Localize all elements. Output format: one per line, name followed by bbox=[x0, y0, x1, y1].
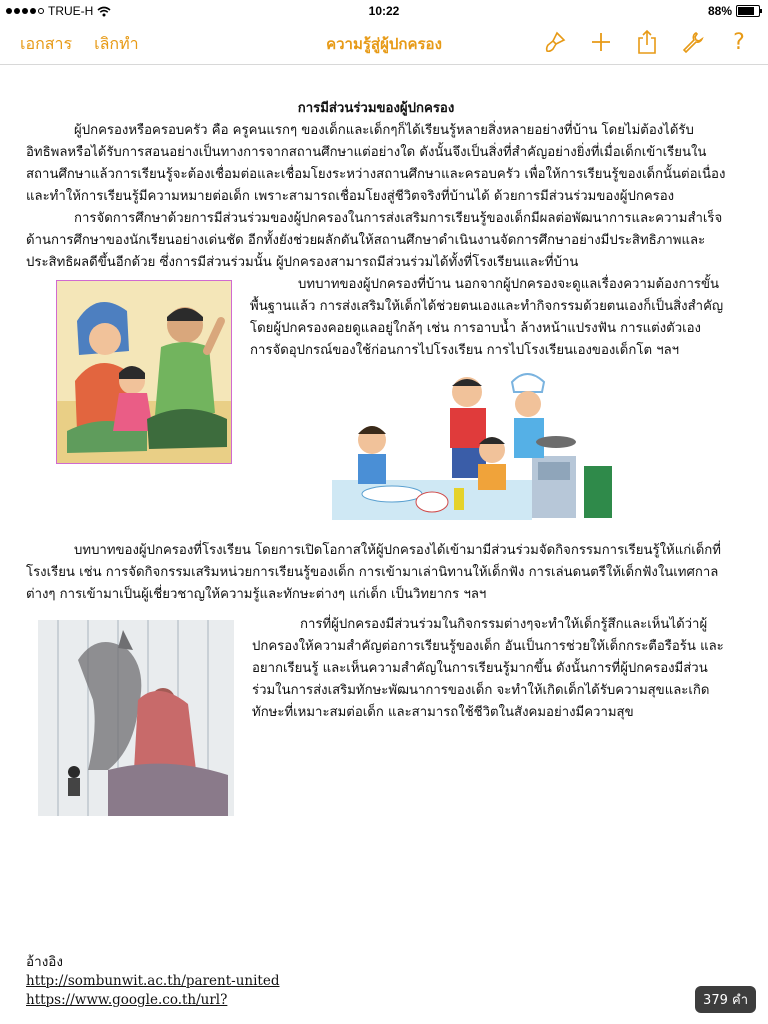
plus-icon[interactable] bbox=[588, 28, 614, 56]
documents-button[interactable]: เอกสาร bbox=[20, 34, 73, 53]
wrench-icon[interactable] bbox=[680, 28, 706, 56]
share-icon[interactable] bbox=[634, 28, 660, 56]
reference-link-1[interactable]: http://sombunwit.ac.th/parent-united bbox=[26, 973, 280, 989]
paragraph-3: บทบาทของผู้ปกครองที่บ้าน นอกจากผู้ปกครองจะดูแลเรื่องความต้องการขั้นพื้นฐานแล้ว การส่งเสริมให้เด็กได้ช่วยตนเองและทำกิจกรรมด้วยตนเองก็เป็นสิ่งสำคัญ โดยผู้ปกครองคอยดูแลอยู่ใกล้ๆ เช่น การอาบน้ำ ล้างหน้าแปรงฟัน การแต่งตัวเอง การจัดอุปกรณ์ของใช้ก่อนการไปโรงเรียน การไปโรงเรียนเองของเด็กโต ฯลฯ bbox=[250, 277, 724, 358]
word-count-badge[interactable]: 379 คำ bbox=[695, 986, 756, 1013]
kids-washing-dishes-illustration[interactable] bbox=[332, 370, 622, 520]
paragraph-5: การที่ผู้ปกครองมีส่วนร่วมในกิจกรรมต่างๆจะทำให้เด็กรู้สึกและเห็นได้ว่าผู้ปกครองให้ความสำคัญต่อการเรียนรู้ของเด็ก อันเป็นการช่วยให้เด็กกระตือรือร้น และอยากเรียนรู้ และเห็นความสำคัญในการเรียนรู้มากขึ้น ดังนั้นการที่ผู้ปกครองมีส่วนร่วมในการส่งเสริมทักษะพัฒนาการของเด็ก จะทำให้เกิดเด็กได้รับความสุขและเกิดทักษะที่เหมาะสมต่อเด็ก และสามารถใช้ชีวิตในสังคมอย่างมีความสุข bbox=[252, 617, 724, 720]
paragraph-4: บทบาทของผู้ปกครองที่โรงเรียน โดยการเปิดโอกาสให้ผู้ปกครองได้เข้ามามีส่วนร่วมจัดกิจกรรมการเรียนรู้ให้แก่เด็กที่โรงเรียน เช่น การจัดกิจกรรมเสริมหน่วยการเรียนรู้ของเด็ก การเข้ามาเล่านิทานให้เด็กฟัง การเล่นดนตรีให้เด็กฟังในเทศกาลต่างๆ การเข้ามาเป็นผู้เชี่ยวชาญให้ความรู้และทักษะต่างๆ แก่เด็ก เป็นวิทยากร ฯลฯ bbox=[26, 543, 721, 602]
document-body[interactable] bbox=[26, 98, 726, 824]
paragraph-2: การจัดการศึกษาด้วยการมีส่วนร่วมของผู้ปกครองในการส่งเสริมการเรียนรู้ของเด็กมีผลต่อพัฒนาการและความสำเร็จด้านการศึกษาของนักเรียนอย่างเด่นชัด อีกทั้งยังช่วยผลักดันให้สถานศึกษาดำเนินงานจัดการศึกษาอย่างมีประสิทธิภาพและประสิทธิผลดีขึ้นอีกด้วย ซึ่งการมีส่วนร่วมนั้น ผู้ปกครองสามารถมีส่วนร่วมได้ทั้งที่โรงเรียนและที่บ้าน bbox=[26, 211, 723, 270]
toolbar bbox=[0, 22, 768, 65]
battery-percent: 88% bbox=[707, 4, 732, 18]
undo-button[interactable]: เลิกทำ bbox=[94, 34, 139, 53]
carrier-name: TRUE-H bbox=[48, 4, 94, 18]
battery-icon bbox=[736, 5, 760, 17]
document-title: ความรู้สู่ผู้ปกครอง bbox=[326, 35, 442, 53]
status-bar bbox=[0, 0, 768, 22]
parent-child-shadow-illustration[interactable] bbox=[38, 620, 234, 816]
brush-icon[interactable] bbox=[542, 28, 568, 56]
help-icon[interactable]: ? bbox=[733, 29, 745, 55]
document-heading: การมีส่วนร่วมของผู้ปกครอง bbox=[297, 101, 455, 116]
battery-area bbox=[708, 4, 760, 18]
clock: 10:22 bbox=[368, 4, 400, 18]
references-heading: อ้างอิง bbox=[26, 954, 63, 970]
references bbox=[26, 953, 279, 1010]
paragraph-1: ผู้ปกครองหรือครอบครัว คือ ครูคนแรกๆ ของเด็กและเด็กๆก็ได้เรียนรู้หลายสิ่งหลายอย่างที่บ้าน โดยไม่ต้องได้รับอิทธิพลหรือได้รับการสอนอย่างเป็นทางการจากสถานศึกษาแต่อย่างใด ดังนั้นจึงเป็นสิ่งที่สำคัญอย่างยิ่งที่เมื่อเด็กเข้าเรียนในสถานศึกษาแล้วการเรียนรู้จะต้องเชื่อมต่อและเชื่อมโยงระหว่างสถานศึกษาและครอบครัว เพื่อให้การเรียนรู้ของเด็กนั้นต่อเนื่องและทำให้การเรียนรู้มีความหมายต่อเด็ก เพราะสามารถเชื่อมโยงสู่ชีวิตจริงที่บ้านได้ ด้วยการมีส่วนร่วมของผู้ปกครอง bbox=[26, 123, 726, 204]
reference-link-2[interactable]: https://www.google.co.th/url? bbox=[26, 992, 228, 1008]
family-illustration[interactable] bbox=[56, 280, 232, 464]
